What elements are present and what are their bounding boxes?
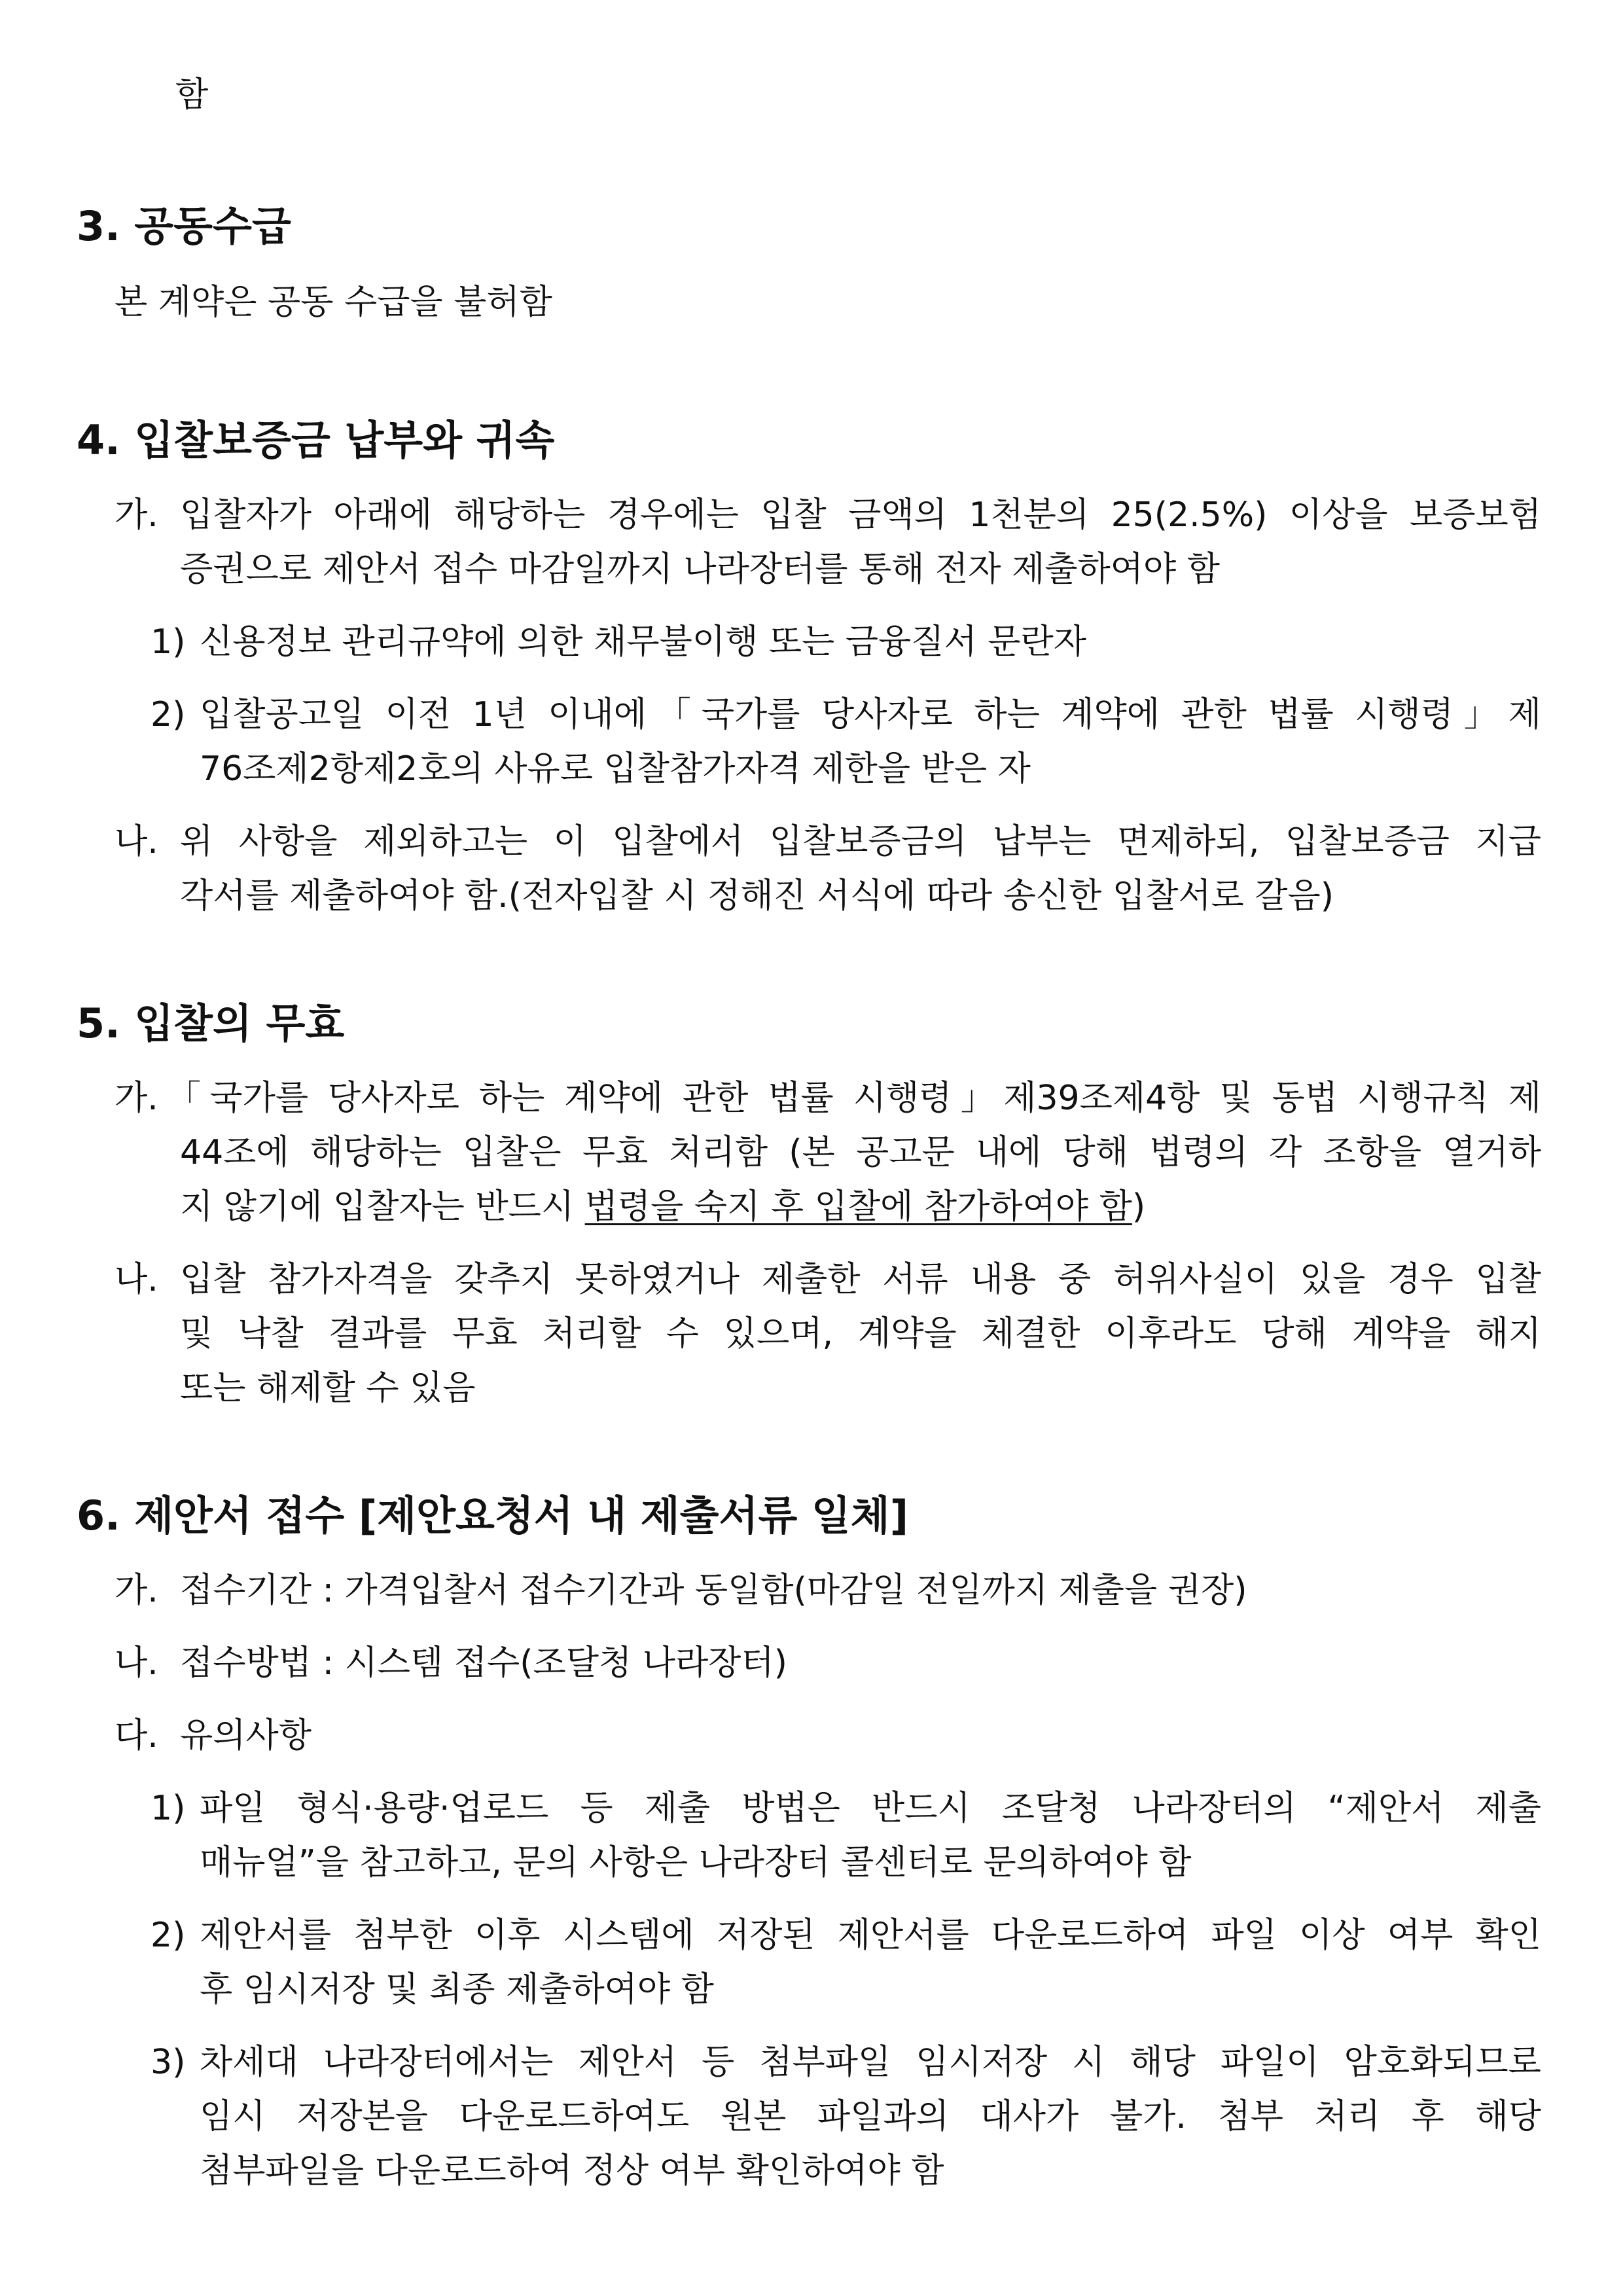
section-6-item-b-line-1: 접수방법 : 시스템 접수(조달청 나라장터) bbox=[180, 1643, 787, 1683]
section-5-item-b-line-3: 또는 해제할 수 있음 bbox=[180, 1369, 476, 1408]
section-5-heading: 5. 입찰의 무효 bbox=[77, 999, 345, 1047]
section-4-item-b-line-1: 위 사항을 제외하고는 이 입찰에서 입찰보증금의 납부는 면제하되, 입찰보증금 지급 bbox=[180, 822, 1541, 861]
section-6-item-c3-marker: 3) bbox=[151, 2043, 186, 2082]
section-6-item-c3-line-3: 첨부파일을 다운로드하여 정상 여부 확인하여야 함 bbox=[200, 2151, 944, 2191]
section-5-item-a-underlined-text: 법령을 숙지 후 입찰에 참가하여야 함 bbox=[584, 1187, 1132, 1227]
section-6-item-c1-line-2: 매뉴얼”을 참고하고, 문의 사항은 나라장터 콜센터로 문의하여야 함 bbox=[200, 1843, 1192, 1882]
section-6-item-c2-marker: 2) bbox=[151, 1916, 186, 1955]
section-5-item-b-marker: 나. bbox=[115, 1260, 158, 1299]
section-6-item-c-line-1: 유의사항 bbox=[180, 1716, 312, 1755]
section-4-item-b-marker: 나. bbox=[115, 822, 158, 861]
section-6-item-a-marker: 가. bbox=[115, 1571, 158, 1610]
section-4-item-b-line-2: 각서를 제출하여야 함.(전자입찰 시 정해진 서식에 따라 송신한 입찰서로 갈음) bbox=[180, 876, 1334, 916]
section-4-item-a2-line-1: 입찰공고일 이전 1년 이내에「국가를 당사자로 하는 계약에 관한 법률 시행령」제 bbox=[200, 695, 1541, 734]
section-4-item-a2-line-2: 76조제2항제2호의 사유로 입찰참가자격 제한을 받은 자 bbox=[200, 749, 1031, 789]
section-4-item-a-marker: 가. bbox=[115, 495, 158, 535]
section-5-item-a-marker: 가. bbox=[115, 1079, 158, 1118]
section-6-item-c2-line-1: 제안서를 첨부한 이후 시스템에 저장된 제안서를 다운로드하여 파일 이상 여부 확인 bbox=[200, 1916, 1541, 1955]
section-6-item-c1-marker: 1) bbox=[151, 1789, 186, 1828]
section-6-item-c1-line-1: 파일 형식·용량·업로드 등 제출 방법은 반드시 조달청 나라장터의 “제안서 제출 bbox=[200, 1789, 1541, 1828]
section-4-item-a1-line-1: 신용정보 관리규약에 의한 채무불이행 또는 금융질서 문란자 bbox=[200, 622, 1086, 662]
section-6-heading: 6. 제안서 접수 [제안요청서 내 제출서류 일체] bbox=[77, 1492, 909, 1539]
section-5-item-b-line-2: 및 낙찰 결과를 무효 처리할 수 있으며, 계약을 체결한 이후라도 당해 계약을 해지 bbox=[180, 1314, 1541, 1354]
section-6-item-c3-line-1: 차세대 나라장터에서는 제안서 등 첨부파일 임시저장 시 해당 파일이 암호화되므로 bbox=[200, 2043, 1541, 2082]
page-top-fragment: 함 bbox=[175, 75, 209, 115]
section-4-item-a-line-2: 증권으로 제안서 접수 마감일까지 나라장터를 통해 전자 제출하여야 함 bbox=[180, 550, 1220, 589]
section-4-item-a2-marker: 2) bbox=[151, 695, 186, 734]
section-4-heading: 4. 입찰보증금 납부와 귀속 bbox=[77, 416, 555, 464]
section-6-item-c2-line-2: 후 임시저장 및 최종 제출하여야 함 bbox=[200, 1970, 714, 2009]
section-4-item-a1-marker: 1) bbox=[151, 622, 186, 662]
section-3-heading: 3. 공동수급 bbox=[77, 202, 291, 250]
section-5-item-a-line-3-plain: 지 않기에 입찰자는 반드시 bbox=[180, 1187, 585, 1227]
section-6-item-c3-line-2: 임시 저장본을 다운로드하여도 원본 파일과의 대사가 불가. 첨부 처리 후 해당 bbox=[200, 2097, 1541, 2136]
section-5-item-a-line-3 bbox=[180, 1187, 1145, 1227]
section-5-item-a-line-3-end: ) bbox=[1132, 1187, 1146, 1227]
section-6-item-c-marker: 다. bbox=[115, 1716, 158, 1755]
section-5-item-b-line-1: 입찰 참가자격을 갖추지 못하였거나 제출한 서류 내용 중 허위사실이 있을 경우 입찰 bbox=[180, 1260, 1541, 1299]
section-5-item-a-line-2: 44조에 해당하는 입찰은 무효 처리함 (본 공고문 내에 당해 법령의 각 조항을 열거하 bbox=[180, 1133, 1541, 1172]
section-6-item-a-line-1: 접수기간 : 가격입찰서 접수기간과 동일함(마감일 전일까지 제출을 권장) bbox=[180, 1571, 1247, 1610]
section-5-item-a-line-1: 「국가를 당사자로 하는 계약에 관한 법률 시행령」제39조제4항 및 동법 시행규칙 제 bbox=[167, 1079, 1541, 1118]
section-3-body: 본 계약은 공동 수급을 불허함 bbox=[115, 283, 552, 322]
section-6-item-b-marker: 나. bbox=[115, 1643, 158, 1683]
section-4-item-a-line-1: 입찰자가 아래에 해당하는 경우에는 입찰 금액의 1천분의 25(2.5%) 이상을 보증보험 bbox=[180, 495, 1541, 535]
